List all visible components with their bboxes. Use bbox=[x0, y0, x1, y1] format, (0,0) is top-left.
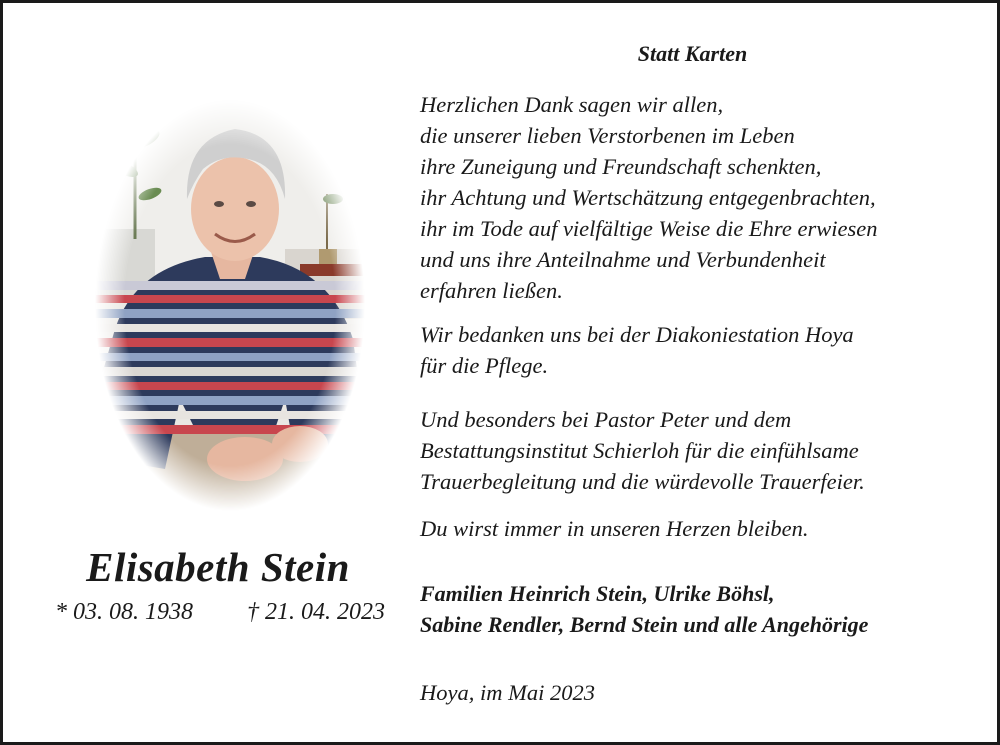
text-line: ihre Zuneigung und Freundschaft schenkten, bbox=[420, 154, 822, 179]
signature-line: Sabine Rendler, Bernd Stein und alle Angehörige bbox=[420, 612, 869, 637]
diakonie-paragraph bbox=[420, 319, 854, 381]
thanks-paragraph bbox=[420, 89, 877, 306]
text-line: die unserer lieben Verstorbenen im Leben bbox=[420, 123, 795, 148]
death-date: † 21. 04. 2023 bbox=[247, 599, 385, 625]
birth-date: * 03. 08. 1938 bbox=[55, 599, 193, 625]
place-date: Hoya, im Mai 2023 bbox=[420, 680, 595, 705]
text-line: und uns ihre Anteilnahme und Verbundenheit bbox=[420, 247, 826, 272]
life-dates bbox=[55, 599, 385, 626]
text-line: Herzlichen Dank sagen wir allen, bbox=[420, 92, 724, 117]
family-signature bbox=[420, 578, 868, 640]
text-line: Du wirst immer in unseren Herzen bleiben. bbox=[420, 516, 809, 541]
closing-paragraph bbox=[420, 513, 809, 544]
text-line: Bestattungsinstitut Schierloh für die einfühlsame bbox=[420, 438, 859, 463]
portrait-photo bbox=[95, 99, 365, 511]
text-line: ihr Achtung und Wertschätzung entgegenbrachten, bbox=[420, 185, 876, 210]
heading: Statt Karten bbox=[637, 41, 748, 66]
text-line: Und besonders bei Pastor Peter und dem bbox=[420, 407, 792, 432]
text-line: Trauerbegleitung und die würdevolle Trauerfeier. bbox=[420, 469, 865, 494]
deceased-name: Elisabeth Stein bbox=[86, 544, 350, 590]
text-line: ihr im Tode auf vielfältige Weise die Ehre erwiesen bbox=[420, 216, 878, 241]
text-line: erfahren ließen. bbox=[420, 278, 563, 303]
signature-line: Familien Heinrich Stein, Ulrike Böhsl, bbox=[420, 581, 775, 606]
text-line: Wir bedanken uns bei der Diakoniestation Hoya bbox=[420, 322, 854, 347]
text-column bbox=[420, 41, 980, 705]
pastor-paragraph bbox=[420, 404, 865, 497]
text-line: für die Pflege. bbox=[420, 353, 549, 378]
